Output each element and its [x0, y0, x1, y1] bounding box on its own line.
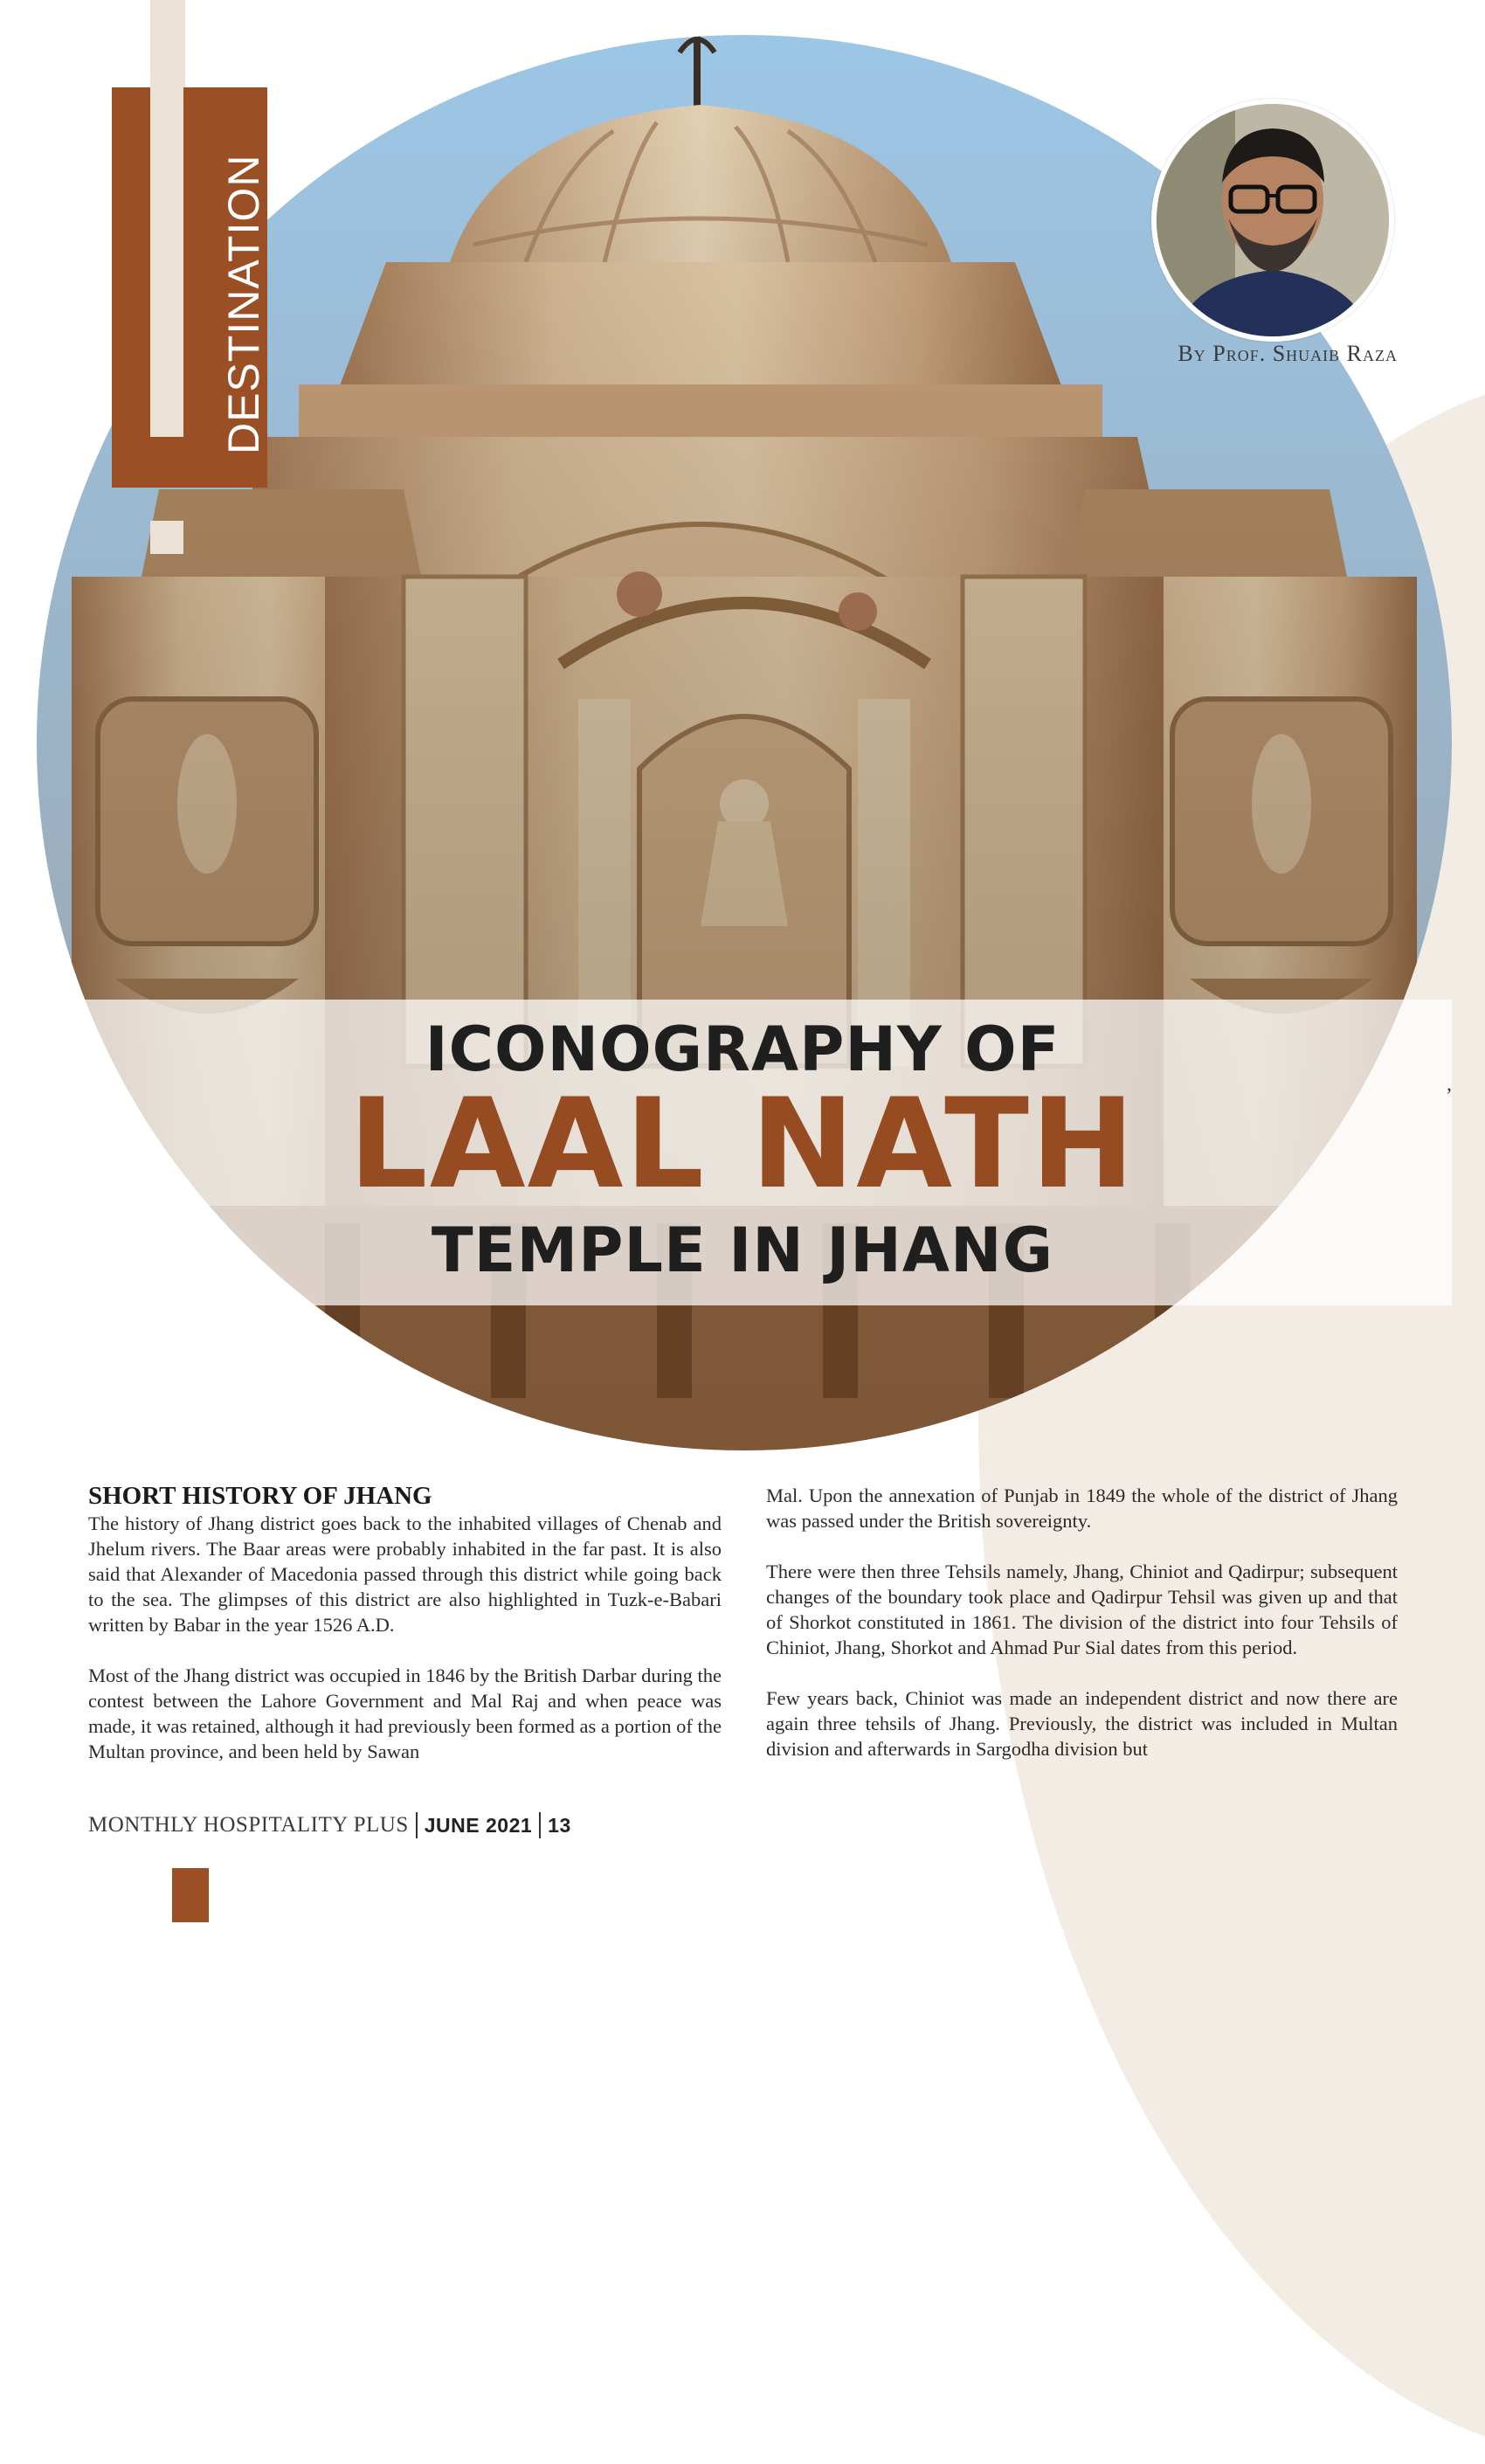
- title-line-2: LAAL NATH: [349, 1072, 1136, 1216]
- body-paragraph: There were then three Tehsils namely, Jhang, Chiniot and Qadirpur; subsequent changes of the boundary took place and Qadirpur Tehsil was given up and that of Shorkot constituted in 1861. The division of the district into four Tehsils of Chiniot, Jhang, Shorkot and Ahmad Pur Sial dates from this period.: [766, 1561, 1398, 1658]
- section-tag-dot: [150, 521, 183, 554]
- body-paragraph: Most of the Jhang district was occupied in 1846 by the British Darbar during the contest between the Lahore Government and Mal Raj and when peace was made, it was retained, although it had previously been formed as a portion of the Multan province, and been held by Sawan: [88, 1665, 722, 1762]
- title-line-3: TEMPLE IN JHANG: [431, 1215, 1054, 1286]
- publication-name: MONTHLY HOSPITALITY PLUS: [88, 1813, 409, 1837]
- body-column-1: [88, 1481, 722, 1789]
- author-byline: By Prof. Shuaib Raza: [1178, 341, 1398, 366]
- section-tag-inner-strip: [150, 87, 183, 437]
- page-footer: [88, 1812, 571, 1838]
- author-avatar: [1151, 99, 1394, 342]
- stray-mark: ,: [1447, 1073, 1452, 1096]
- footer-divider: [416, 1812, 418, 1838]
- body-paragraph: Few years back, Chiniot was made an independent district and now there are again three tehsils of Jhang. Previously, the district was included in Multan division and afterwards in Sargodha division but: [766, 1687, 1398, 1760]
- footer-divider: [539, 1812, 541, 1838]
- author-portrait-icon: [1157, 104, 1389, 336]
- issue-date: JUNE 2021: [424, 1813, 533, 1837]
- body-column-2: [766, 1483, 1398, 1787]
- body-paragraph: Mal. Upon the annexation of Punjab in 1849 the whole of the district of Jhang was passed under the British sovereignty.: [766, 1485, 1398, 1532]
- page-number: 13: [548, 1813, 571, 1837]
- bottom-decor-tab: [172, 1868, 209, 1922]
- title-line-1: ICONOGRAPHY OF: [425, 1014, 1060, 1085]
- section-tag-label: DESTINATION: [219, 154, 268, 454]
- section-heading: SHORT HISTORY OF JHANG: [88, 1482, 432, 1510]
- body-paragraph: The history of Jhang district goes back to the inhabited villages of Chenab and Jhelum rivers. The Baar areas were probably inhabited in the far past. It is also said that Alexander of Macedonia passed through this district while going back to the sea. The glimpses of this district are also highlighted in Tuzk-e-Babari written by Babar in the year 1526 A.D.: [88, 1512, 722, 1636]
